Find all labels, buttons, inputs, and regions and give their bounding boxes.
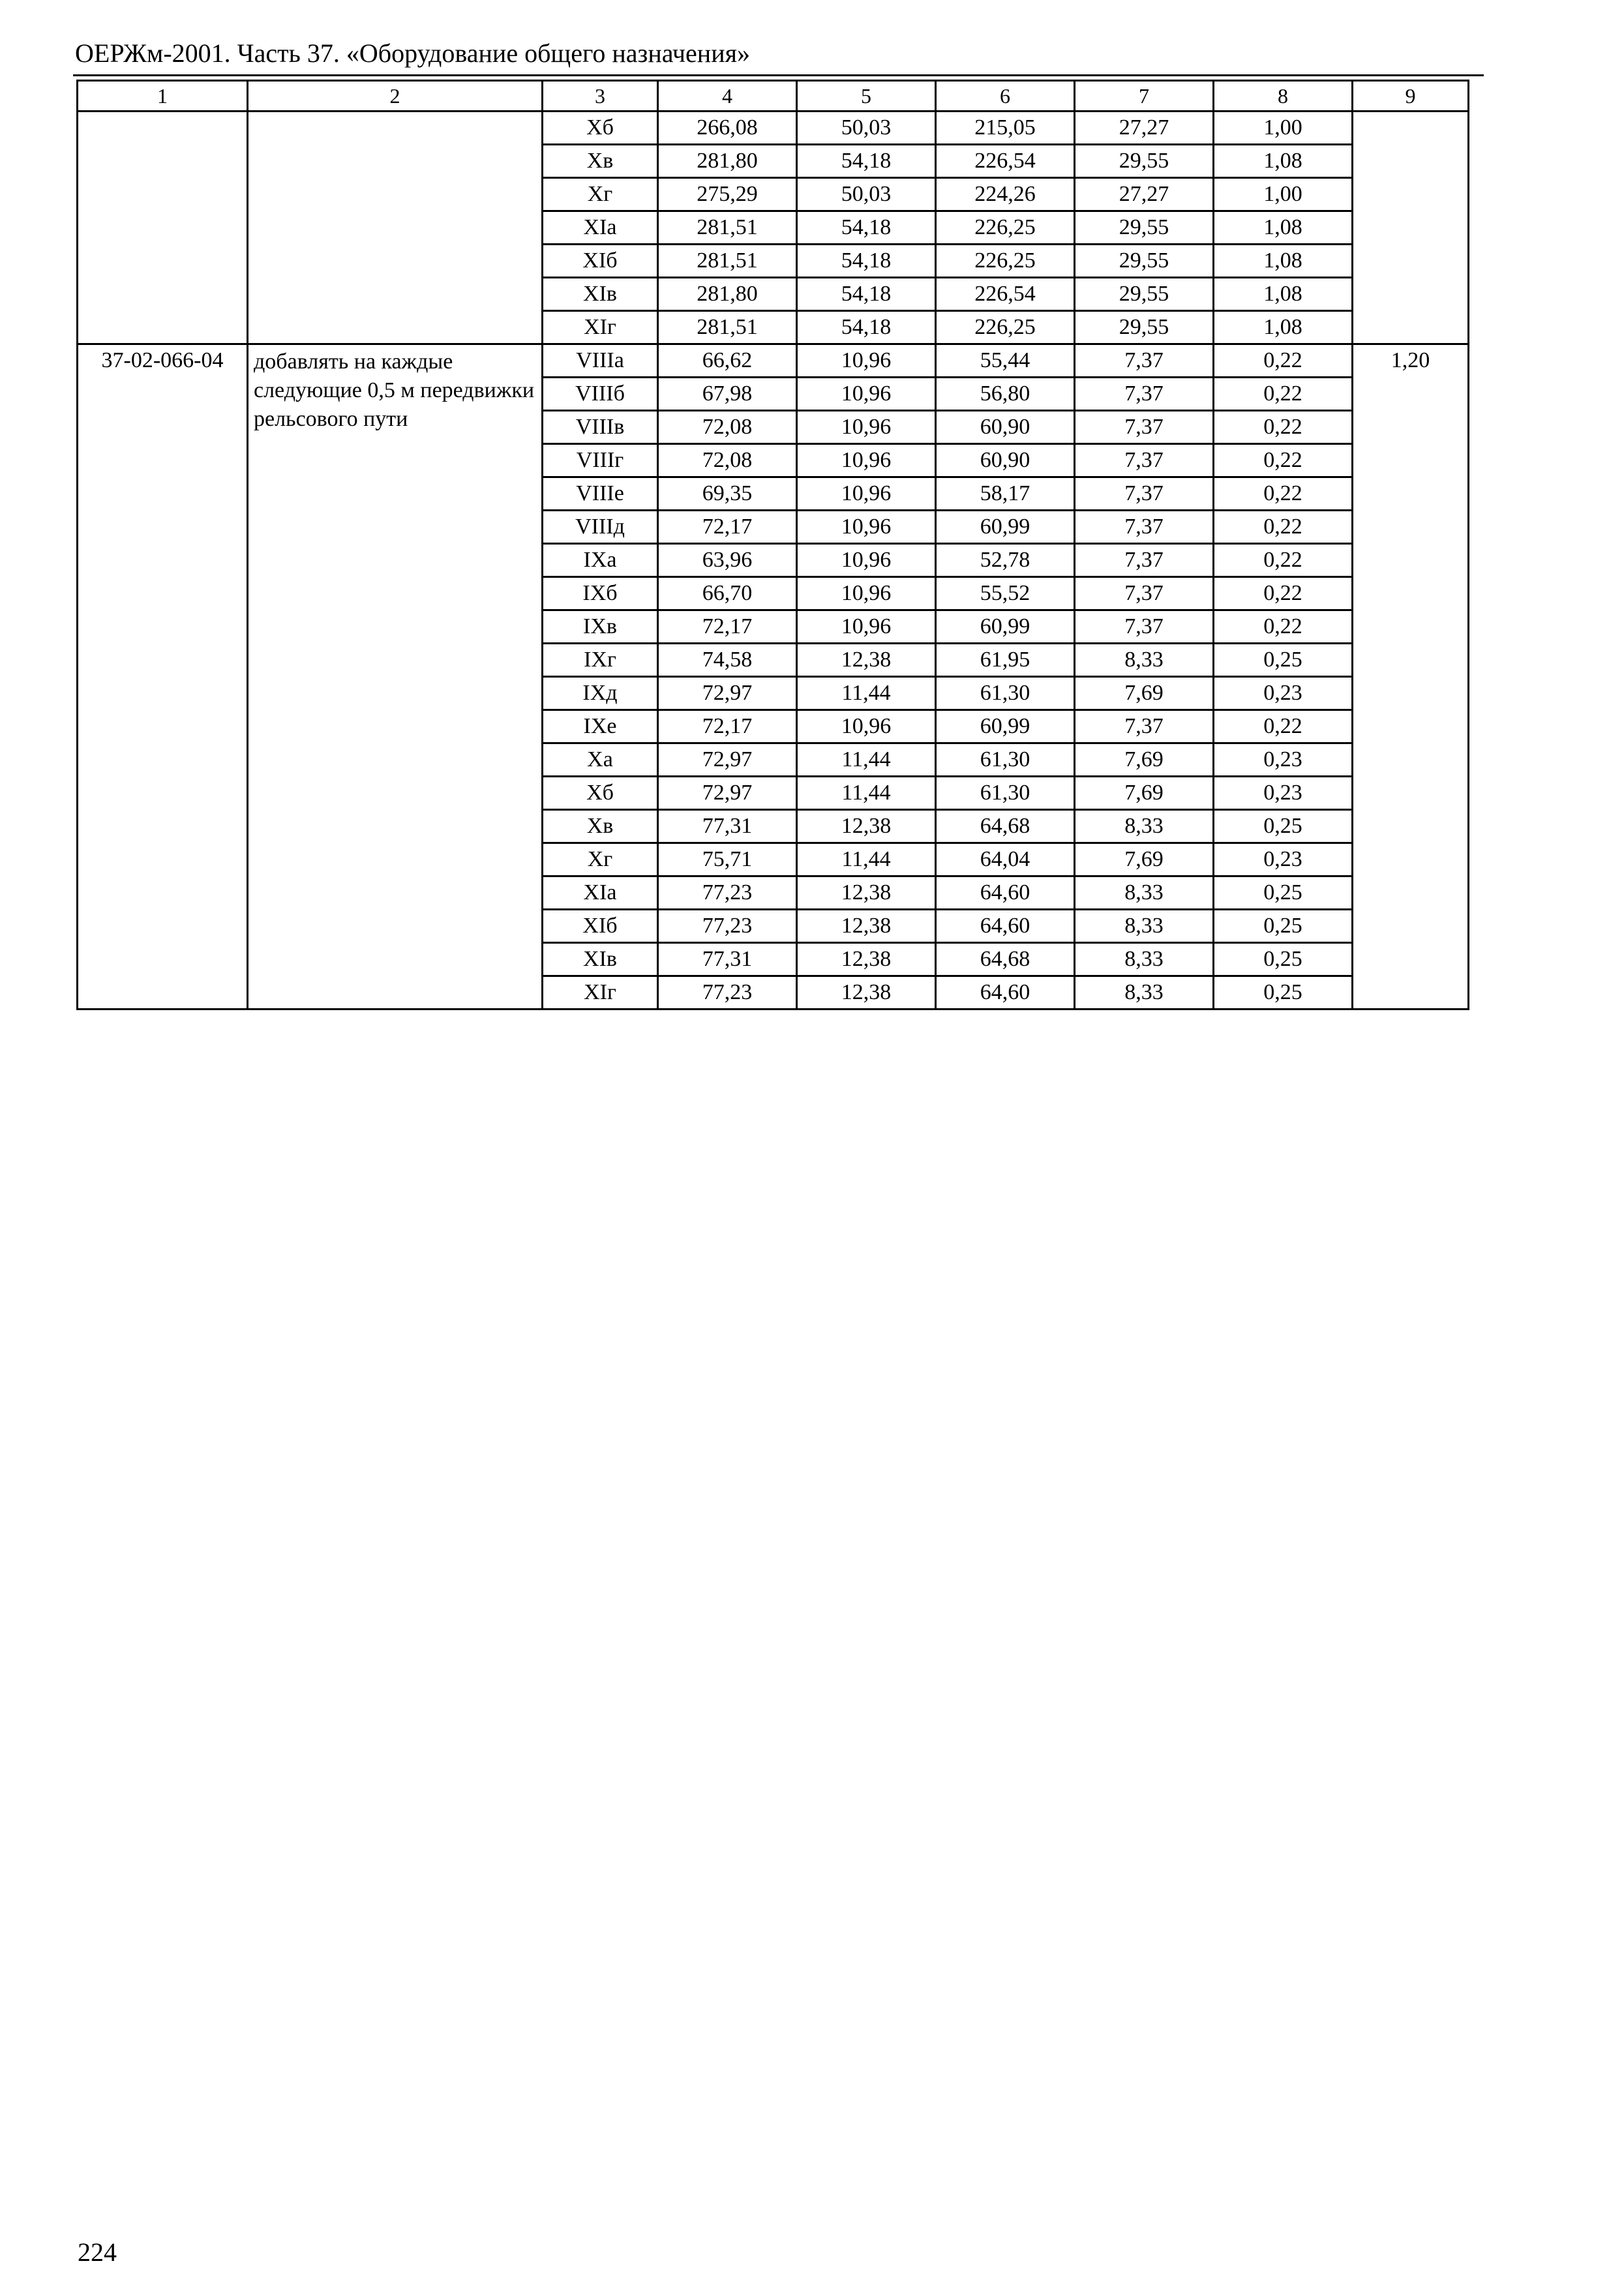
col-header: 3: [543, 81, 658, 112]
machine-class-cell: ХIг: [543, 311, 658, 344]
value-cell: 54,18: [797, 245, 936, 278]
value-cell: 12,38: [797, 976, 936, 1010]
machine-class-cell: VIIIа: [543, 344, 658, 378]
value-cell: 66,62: [658, 344, 797, 378]
value-cell: 0,22: [1214, 511, 1353, 544]
value-cell: 29,55: [1075, 145, 1214, 178]
value-cell: 281,51: [658, 245, 797, 278]
value-cell: 61,30: [936, 777, 1075, 810]
value-cell: 64,60: [936, 910, 1075, 943]
value-cell: 226,25: [936, 245, 1075, 278]
value-cell: 0,25: [1214, 943, 1353, 976]
page-number: 224: [78, 2237, 117, 2267]
value-cell: 77,31: [658, 943, 797, 976]
machine-class-cell: Хг: [543, 843, 658, 876]
value-cell: 60,99: [936, 610, 1075, 644]
value-cell: 72,97: [658, 777, 797, 810]
value-cell: 29,55: [1075, 311, 1214, 344]
value-cell: 64,60: [936, 976, 1075, 1010]
machine-class-cell: VIIIе: [543, 477, 658, 511]
value-cell: 50,03: [797, 178, 936, 211]
value-cell: 0,22: [1214, 411, 1353, 444]
machine-class-cell: VIIIд: [543, 511, 658, 544]
description-cell: [248, 112, 543, 344]
value-cell: 10,96: [797, 544, 936, 577]
code-cell: [78, 112, 248, 344]
value-cell: 60,99: [936, 710, 1075, 743]
value-cell: 74,58: [658, 644, 797, 677]
value-cell: 11,44: [797, 777, 936, 810]
value-cell: 0,23: [1214, 777, 1353, 810]
value-cell: 54,18: [797, 278, 936, 311]
value-cell: 27,27: [1075, 112, 1214, 145]
value-cell: 10,96: [797, 577, 936, 610]
value-cell: 0,22: [1214, 444, 1353, 477]
machine-class-cell: ХIа: [543, 876, 658, 910]
value-cell: 12,38: [797, 910, 936, 943]
col-header: 9: [1353, 81, 1469, 112]
value-cell: 12,38: [797, 644, 936, 677]
value-cell: 72,17: [658, 710, 797, 743]
value-cell: 0,25: [1214, 644, 1353, 677]
col-header: 2: [248, 81, 543, 112]
col-header: 4: [658, 81, 797, 112]
value-cell: 7,37: [1075, 511, 1214, 544]
value-cell: 8,33: [1075, 943, 1214, 976]
value-cell: 50,03: [797, 112, 936, 145]
value-cell: 12,38: [797, 810, 936, 843]
value-cell: 7,69: [1075, 777, 1214, 810]
value-cell: 1,08: [1214, 145, 1353, 178]
value-cell: 7,37: [1075, 610, 1214, 644]
machine-class-cell: IXв: [543, 610, 658, 644]
table-row: [78, 344, 1469, 378]
machine-class-cell: IXб: [543, 577, 658, 610]
value-cell: 266,08: [658, 112, 797, 145]
value-cell: 69,35: [658, 477, 797, 511]
value-cell: 58,17: [936, 477, 1075, 511]
value-cell: 7,69: [1075, 743, 1214, 777]
value-cell: 72,97: [658, 743, 797, 777]
machine-class-cell: IXд: [543, 677, 658, 710]
description-cell: добавлять на каждые следующие 0,5 м передвижки рельсового пути: [248, 344, 543, 1010]
value-cell: 54,18: [797, 145, 936, 178]
value-cell: 10,96: [797, 511, 936, 544]
machine-class-cell: IXа: [543, 544, 658, 577]
value-cell: 0,22: [1214, 610, 1353, 644]
col9-cell: [1353, 112, 1469, 344]
value-cell: 64,68: [936, 810, 1075, 843]
value-cell: 226,54: [936, 278, 1075, 311]
machine-class-cell: VIIIв: [543, 411, 658, 444]
machine-class-cell: VIIIг: [543, 444, 658, 477]
col-header: 1: [78, 81, 248, 112]
value-cell: 10,96: [797, 344, 936, 378]
value-cell: 7,37: [1075, 544, 1214, 577]
col-header: 8: [1214, 81, 1353, 112]
value-cell: 0,22: [1214, 477, 1353, 511]
value-cell: 10,96: [797, 411, 936, 444]
value-cell: 1,08: [1214, 278, 1353, 311]
value-cell: 7,37: [1075, 577, 1214, 610]
value-cell: 8,33: [1075, 910, 1214, 943]
header-rule: [73, 74, 1484, 76]
machine-class-cell: ХIб: [543, 910, 658, 943]
machine-class-cell: ХIв: [543, 943, 658, 976]
value-cell: 27,27: [1075, 178, 1214, 211]
value-cell: 77,23: [658, 976, 797, 1010]
machine-class-cell: Хб: [543, 777, 658, 810]
value-cell: 215,05: [936, 112, 1075, 145]
value-cell: 67,98: [658, 378, 797, 411]
value-cell: 7,37: [1075, 710, 1214, 743]
value-cell: 60,90: [936, 411, 1075, 444]
value-cell: 54,18: [797, 211, 936, 245]
value-cell: 64,60: [936, 876, 1075, 910]
value-cell: 66,70: [658, 577, 797, 610]
value-cell: 8,33: [1075, 644, 1214, 677]
value-cell: 0,25: [1214, 910, 1353, 943]
value-cell: 7,37: [1075, 444, 1214, 477]
value-cell: 0,22: [1214, 710, 1353, 743]
value-cell: 10,96: [797, 444, 936, 477]
value-cell: 281,51: [658, 311, 797, 344]
machine-class-cell: Хв: [543, 145, 658, 178]
value-cell: 72,08: [658, 444, 797, 477]
value-cell: 0,22: [1214, 544, 1353, 577]
col-header: 7: [1075, 81, 1214, 112]
value-cell: 224,26: [936, 178, 1075, 211]
value-cell: 1,00: [1214, 178, 1353, 211]
value-cell: 7,37: [1075, 378, 1214, 411]
rates-table: [76, 80, 1469, 1010]
value-cell: 1,08: [1214, 245, 1353, 278]
value-cell: 281,80: [658, 278, 797, 311]
value-cell: 29,55: [1075, 245, 1214, 278]
value-cell: 0,25: [1214, 810, 1353, 843]
value-cell: 7,37: [1075, 344, 1214, 378]
value-cell: 8,33: [1075, 810, 1214, 843]
col9-cell: 1,20: [1353, 344, 1469, 1010]
value-cell: 64,04: [936, 843, 1075, 876]
value-cell: 29,55: [1075, 278, 1214, 311]
value-cell: 75,71: [658, 843, 797, 876]
machine-class-cell: VIIIб: [543, 378, 658, 411]
table-row: [78, 112, 1469, 145]
value-cell: 0,23: [1214, 743, 1353, 777]
value-cell: 0,22: [1214, 378, 1353, 411]
machine-class-cell: ХIа: [543, 211, 658, 245]
value-cell: 11,44: [797, 677, 936, 710]
value-cell: 10,96: [797, 610, 936, 644]
value-cell: 77,23: [658, 910, 797, 943]
machine-class-cell: Хб: [543, 112, 658, 145]
machine-class-cell: ХIг: [543, 976, 658, 1010]
value-cell: 7,69: [1075, 677, 1214, 710]
machine-class-cell: IXе: [543, 710, 658, 743]
value-cell: 1,00: [1214, 112, 1353, 145]
value-cell: 77,31: [658, 810, 797, 843]
value-cell: 56,80: [936, 378, 1075, 411]
value-cell: 0,23: [1214, 677, 1353, 710]
value-cell: 55,44: [936, 344, 1075, 378]
value-cell: 61,30: [936, 743, 1075, 777]
value-cell: 55,52: [936, 577, 1075, 610]
value-cell: 64,68: [936, 943, 1075, 976]
value-cell: 281,51: [658, 211, 797, 245]
machine-class-cell: Ха: [543, 743, 658, 777]
machine-class-cell: ХIв: [543, 278, 658, 311]
value-cell: 10,96: [797, 378, 936, 411]
value-cell: 281,80: [658, 145, 797, 178]
value-cell: 0,22: [1214, 344, 1353, 378]
value-cell: 1,08: [1214, 311, 1353, 344]
machine-class-cell: IXг: [543, 644, 658, 677]
value-cell: 60,99: [936, 511, 1075, 544]
value-cell: 60,90: [936, 444, 1075, 477]
value-cell: 7,37: [1075, 411, 1214, 444]
value-cell: 61,30: [936, 677, 1075, 710]
value-cell: 7,37: [1075, 477, 1214, 511]
value-cell: 0,25: [1214, 876, 1353, 910]
value-cell: 226,25: [936, 211, 1075, 245]
col-header: 5: [797, 81, 936, 112]
value-cell: 77,23: [658, 876, 797, 910]
value-cell: 72,08: [658, 411, 797, 444]
code-cell: 37-02-066-04: [78, 344, 248, 1010]
value-cell: 52,78: [936, 544, 1075, 577]
value-cell: 72,97: [658, 677, 797, 710]
value-cell: 11,44: [797, 843, 936, 876]
value-cell: 63,96: [658, 544, 797, 577]
value-cell: 7,69: [1075, 843, 1214, 876]
value-cell: 54,18: [797, 311, 936, 344]
value-cell: 61,95: [936, 644, 1075, 677]
value-cell: 275,29: [658, 178, 797, 211]
value-cell: 0,22: [1214, 577, 1353, 610]
value-cell: 8,33: [1075, 876, 1214, 910]
value-cell: 226,54: [936, 145, 1075, 178]
value-cell: 12,38: [797, 876, 936, 910]
value-cell: 226,25: [936, 311, 1075, 344]
value-cell: 0,25: [1214, 976, 1353, 1010]
column-number-row: [78, 81, 1469, 112]
machine-class-cell: Хв: [543, 810, 658, 843]
value-cell: 11,44: [797, 743, 936, 777]
value-cell: 29,55: [1075, 211, 1214, 245]
value-cell: 0,23: [1214, 843, 1353, 876]
machine-class-cell: ХIб: [543, 245, 658, 278]
col-header: 6: [936, 81, 1075, 112]
value-cell: 10,96: [797, 477, 936, 511]
value-cell: 72,17: [658, 511, 797, 544]
value-cell: 1,08: [1214, 211, 1353, 245]
value-cell: 12,38: [797, 943, 936, 976]
value-cell: 8,33: [1075, 976, 1214, 1010]
value-cell: 72,17: [658, 610, 797, 644]
value-cell: 10,96: [797, 710, 936, 743]
machine-class-cell: Хг: [543, 178, 658, 211]
table-body: [78, 81, 1469, 1010]
page-header: ОЕРЖм-2001. Часть 37. «Оборудование общего назначения»: [75, 38, 750, 68]
